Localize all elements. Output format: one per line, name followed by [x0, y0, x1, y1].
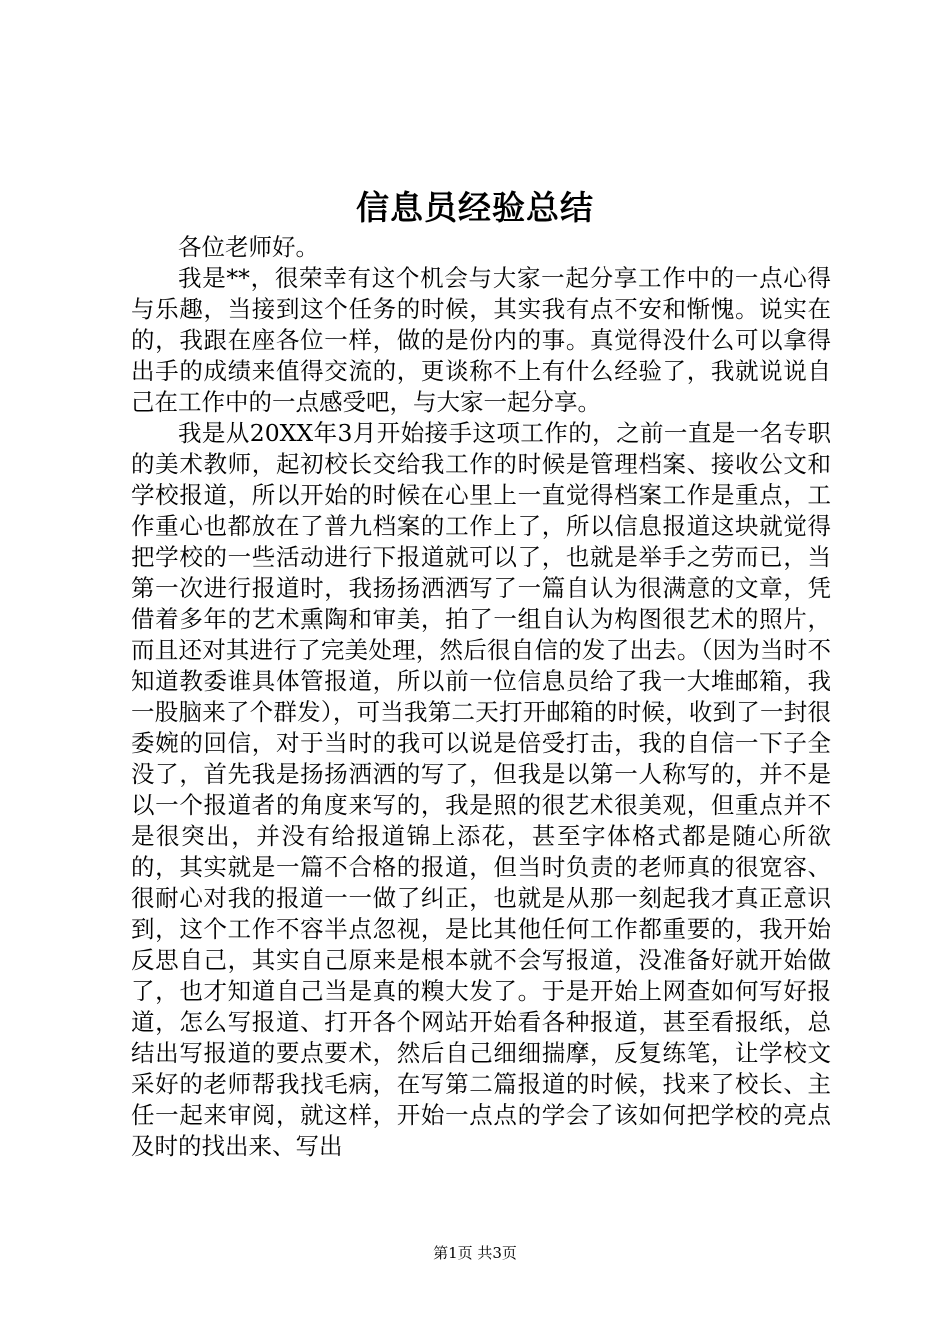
- body-paragraph-1: 我是**，很荣幸有这个机会与大家一起分享工作中的一点心得与乐趣，当接到这个任务的时候，其实我有点不安和惭愧。说实在的，我跟在座各位一样，做的是份内的事。真觉得没什么可以拿得出手的成绩来值得交流的，更谈称不上有什么经验了，我就说说自己在工作中的一点感受吧，与大家一起分享。: [131, 264, 831, 416]
- document-body: [131, 232, 831, 1162]
- body-paragraph-2: 我是从20XX年3月开始接手这项工作的，之前一直是一名专职的美术教师，起初校长交给我工作的时候是管理档案、接收公文和学校报道，所以开始的时候在心里上一直觉得档案工作是重点，工作重心也都放在了普九档案的工作上了，所以信息报道这块就觉得把学校的一些活动进行下报道就可以了，也就是举手之劳而已，当第一次进行报道时，我扬扬洒洒写了一篇自认为很满意的文章，凭借着多年的艺术熏陶和审美，拍了一组自认为构图很艺术的照片，而且还对其进行了完美处理，然后很自信的发了出去。（因为当时不知道教委谁具体管报道，所以前一位信息员给了我一大堆邮箱，我一股脑来了个群发），可当我第二天打开邮箱的时候，收到了一封很委婉的回信，对于当时的我可以说是倍受打击，我的自信一下子全没了，首先我是扬扬洒洒的写了，但我是以第一人称写的，并不是以一个报道者的角度来写的，我是照的很艺术很美观，但重点并不是很突出，并没有给报道锦上添花，甚至字体格式都是随心所欲的，其实就是一篇不合格的报道，但当时负责的老师真的很宽容、很耐心对我的报道一一做了纠正，也就是从那一刻起我才真正意识到，这个工作不容半点忽视，是比其他任何工作都重要的，我开始反思自己，其实自己原来是根本就不会写报道，没准备好就开始做了，也才知道自己当是真的糗大发了。于是开始上网查如何写好报道，怎么写报道、打开各个网站开始看各种报道，甚至看报纸，总结出写报道的要点要术，然后自己细细揣摩，反复练笔，让学校文采好的老师帮我找毛病，在写第二篇报道的时候，找来了校长、主任一起来审阅，就这样，开始一点点的学会了该如何把学校的亮点及时的找出来、写出: [131, 419, 831, 1160]
- document-title: 信息员经验总结: [356, 188, 594, 227]
- page-footer: 第1页 共3页: [433, 1244, 517, 1262]
- greeting-paragraph: 各位老师好。: [178, 233, 319, 261]
